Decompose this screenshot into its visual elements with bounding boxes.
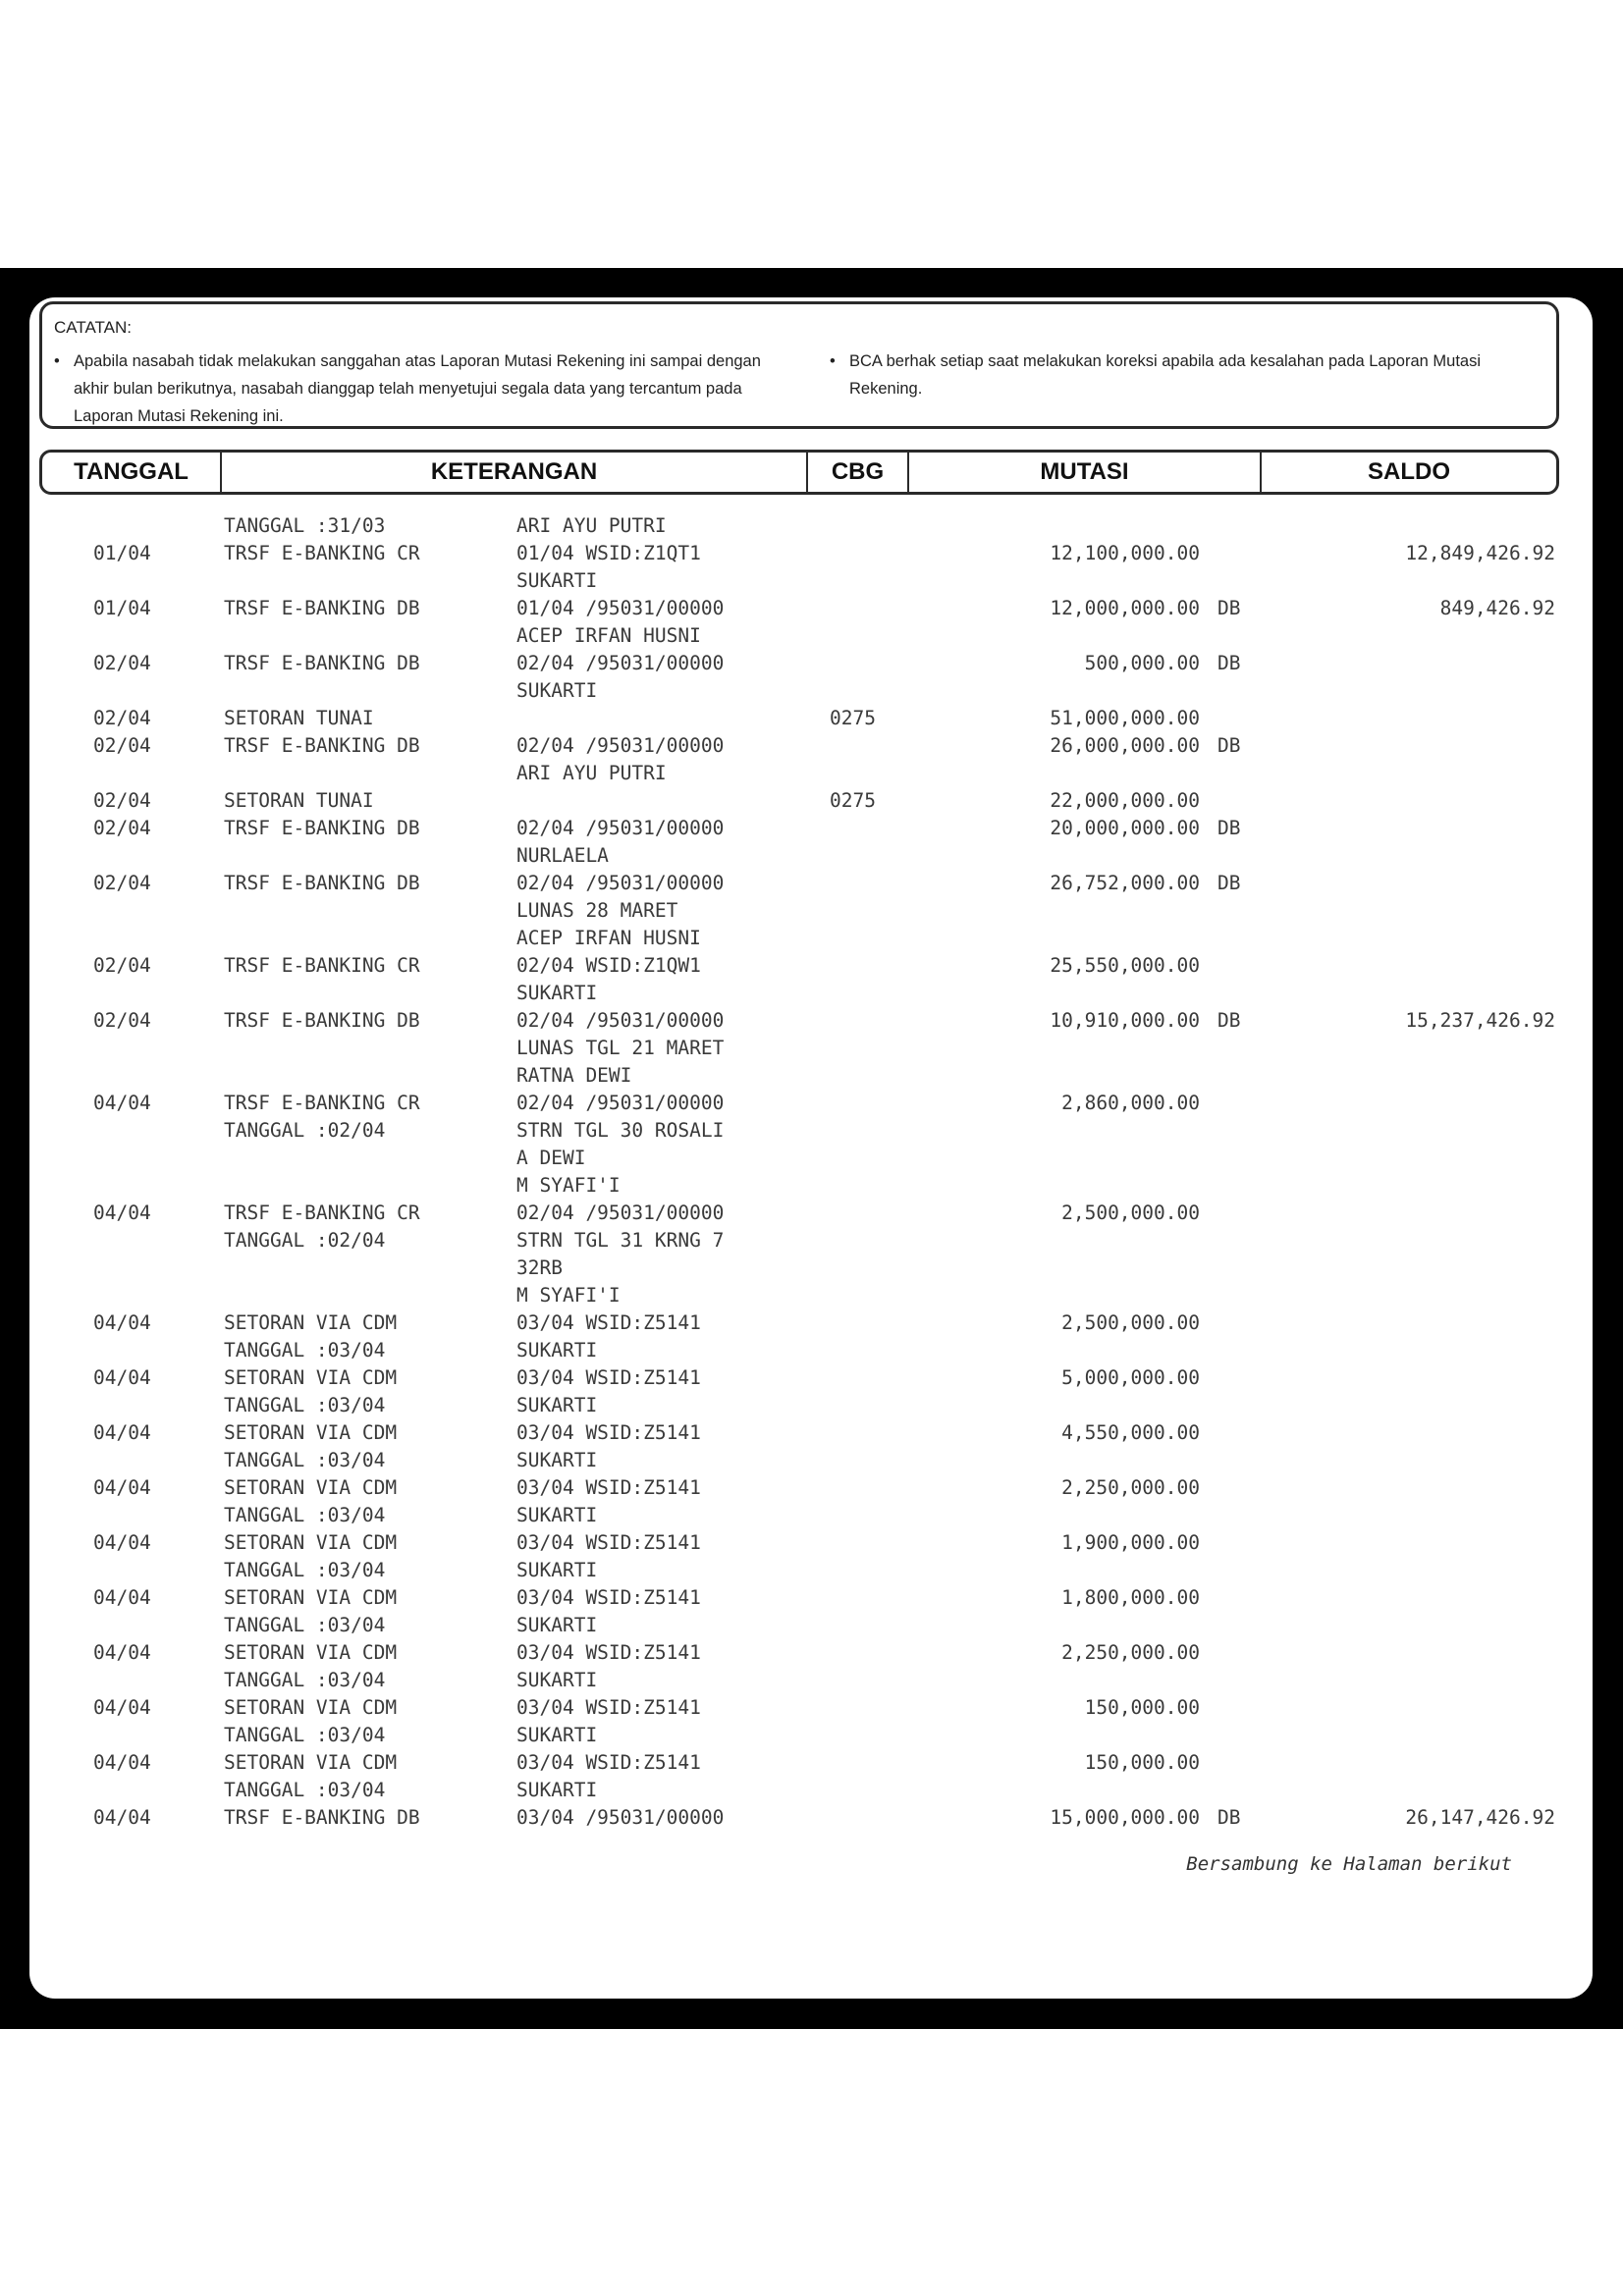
table-row xyxy=(29,1090,1593,1200)
description-line: TANGGAL :03/04 xyxy=(224,1724,386,1746)
row-date: 04/04 xyxy=(93,1476,151,1499)
description-line: TRSF E-BANKING CR xyxy=(224,954,420,977)
row-description-type xyxy=(224,1090,420,1145)
header-keterangan: KETERANGAN xyxy=(222,453,808,492)
description-line: SETORAN VIA CDM xyxy=(224,1751,398,1774)
row-date: 04/04 xyxy=(93,1641,151,1664)
description-line: SETORAN VIA CDM xyxy=(224,1531,398,1554)
row-description-type xyxy=(224,705,374,732)
description-line: SUKARTI xyxy=(516,1339,598,1362)
row-description-detail xyxy=(516,1364,701,1419)
description-line: SETORAN TUNAI xyxy=(224,707,374,729)
table-row xyxy=(29,1200,1593,1309)
row-date: 04/04 xyxy=(93,1586,151,1609)
row-date: 02/04 xyxy=(93,954,151,977)
row-date: 01/04 xyxy=(93,597,151,619)
description-line: SUKARTI xyxy=(516,1779,598,1801)
description-line: STRN TGL 31 KRNG 7 xyxy=(516,1229,725,1252)
description-line: SUKARTI xyxy=(516,1669,598,1691)
row-date: 02/04 xyxy=(93,789,151,812)
row-date: 02/04 xyxy=(93,1009,151,1032)
table-row xyxy=(29,1364,1593,1419)
row-amount: 22,000,000.00 xyxy=(1050,789,1200,812)
description-line: 03/04 WSID:Z5141 xyxy=(516,1421,701,1444)
row-balance: 12,849,426.92 xyxy=(1405,542,1555,564)
description-line: SUKARTI xyxy=(516,1724,598,1746)
description-line: SUKARTI xyxy=(516,1394,598,1416)
description-line: ACEP IRFAN HUSNI xyxy=(516,927,701,949)
row-amount: 20,000,000.00 xyxy=(1050,817,1200,839)
row-amount: 25,550,000.00 xyxy=(1050,954,1200,977)
row-description-detail xyxy=(516,1419,701,1474)
row-amount: 150,000.00 xyxy=(1084,1696,1200,1719)
row-date: 04/04 xyxy=(93,1421,151,1444)
description-line: TRSF E-BANKING DB xyxy=(224,597,420,619)
row-date: 04/04 xyxy=(93,1531,151,1554)
description-line: M SYAFI'I xyxy=(516,1284,621,1307)
description-line: NURLAELA xyxy=(516,844,609,867)
row-description-type xyxy=(224,1584,397,1639)
row-amount: 4,550,000.00 xyxy=(1061,1421,1200,1444)
row-amount: 51,000,000.00 xyxy=(1050,707,1200,729)
description-line: TANGGAL :03/04 xyxy=(224,1449,386,1471)
row-description-detail xyxy=(516,732,724,787)
transaction-list xyxy=(29,512,1593,1832)
table-row xyxy=(29,1529,1593,1584)
row-branch-code: 0275 xyxy=(830,707,876,729)
row-balance: 15,237,426.92 xyxy=(1405,1009,1555,1032)
row-description-type xyxy=(224,952,420,980)
description-line: 03/04 WSID:Z5141 xyxy=(516,1311,701,1334)
description-line: SUKARTI xyxy=(516,1614,598,1636)
row-description-type xyxy=(224,1804,420,1832)
row-amount: 2,860,000.00 xyxy=(1061,1092,1200,1114)
row-description-detail xyxy=(516,1090,724,1200)
table-row xyxy=(29,705,1593,732)
description-line: 03/04 WSID:Z5141 xyxy=(516,1751,701,1774)
row-date: 04/04 xyxy=(93,1092,151,1114)
row-description-type xyxy=(224,732,420,760)
row-amount: 2,250,000.00 xyxy=(1061,1641,1200,1664)
row-date: 04/04 xyxy=(93,1366,151,1389)
row-debit-flag: DB xyxy=(1217,652,1241,674)
row-date: 02/04 xyxy=(93,872,151,894)
table-row xyxy=(29,1749,1593,1804)
note-right xyxy=(828,347,1554,402)
row-date: 02/04 xyxy=(93,734,151,757)
row-amount: 15,000,000.00 xyxy=(1050,1806,1200,1829)
description-line: TRSF E-BANKING DB xyxy=(224,872,420,894)
table-row xyxy=(29,1639,1593,1694)
description-line: ARI AYU PUTRI xyxy=(516,762,667,784)
row-amount: 500,000.00 xyxy=(1084,652,1200,674)
row-description-detail xyxy=(516,952,701,1007)
row-date: 04/04 xyxy=(93,1806,151,1829)
row-amount: 2,500,000.00 xyxy=(1061,1201,1200,1224)
description-line: SETORAN VIA CDM xyxy=(224,1586,398,1609)
description-line: TANGGAL :03/04 xyxy=(224,1779,386,1801)
description-line: RATNA DEWI xyxy=(516,1064,632,1087)
row-description-detail xyxy=(516,1804,724,1832)
description-line: 02/04 /95031/00000 xyxy=(516,1009,725,1032)
row-description-type xyxy=(224,787,374,815)
description-line: SETORAN VIA CDM xyxy=(224,1641,398,1664)
row-amount: 1,900,000.00 xyxy=(1061,1531,1200,1554)
description-line: TRSF E-BANKING DB xyxy=(224,1009,420,1032)
description-line: TANGGAL :03/04 xyxy=(224,1614,386,1636)
description-line: SETORAN VIA CDM xyxy=(224,1311,398,1334)
row-description-detail xyxy=(516,1529,701,1584)
row-description-type xyxy=(224,512,385,540)
table-row xyxy=(29,870,1593,952)
row-description-type xyxy=(224,870,420,897)
description-line: ARI AYU PUTRI xyxy=(516,514,667,537)
bullet-icon: • xyxy=(830,352,836,370)
row-description-type xyxy=(224,650,420,677)
header-saldo: SALDO xyxy=(1368,458,1450,485)
row-debit-flag: DB xyxy=(1217,872,1241,894)
row-description-detail xyxy=(516,1474,701,1529)
row-description-detail xyxy=(516,650,724,705)
table-row xyxy=(29,512,1593,540)
row-description-type xyxy=(224,595,420,622)
row-date: 04/04 xyxy=(93,1311,151,1334)
table-row xyxy=(29,815,1593,870)
description-line: TRSF E-BANKING DB xyxy=(224,1806,420,1829)
row-amount: 10,910,000.00 xyxy=(1050,1009,1200,1032)
header-cbg: CBG xyxy=(808,453,909,492)
row-amount: 1,800,000.00 xyxy=(1061,1586,1200,1609)
description-line: SUKARTI xyxy=(516,569,598,592)
row-date: 04/04 xyxy=(93,1201,151,1224)
description-line: TANGGAL :31/03 xyxy=(224,514,386,537)
row-description-type xyxy=(224,1474,397,1529)
row-debit-flag: DB xyxy=(1217,1009,1241,1032)
row-description-type xyxy=(224,1364,397,1419)
row-description-type xyxy=(224,1419,397,1474)
row-description-detail xyxy=(516,870,724,952)
table-row xyxy=(29,952,1593,1007)
description-line: TRSF E-BANKING DB xyxy=(224,734,420,757)
row-amount: 12,000,000.00 xyxy=(1050,597,1200,619)
description-line: TRSF E-BANKING CR xyxy=(224,1092,420,1114)
notes-title: CATATAN: xyxy=(54,318,133,337)
description-line: A DEWI xyxy=(516,1147,586,1169)
description-line: 01/04 /95031/00000 xyxy=(516,597,725,619)
row-balance: 849,426.92 xyxy=(1439,597,1555,619)
description-line: 03/04 WSID:Z5141 xyxy=(516,1366,701,1389)
description-line: 03/04 WSID:Z5141 xyxy=(516,1696,701,1719)
row-date: 02/04 xyxy=(93,707,151,729)
table-row xyxy=(29,1419,1593,1474)
description-line: 02/04 /95031/00000 xyxy=(516,652,725,674)
notes-box xyxy=(39,301,1559,429)
row-description-detail xyxy=(516,1749,701,1804)
description-line: 03/04 /95031/00000 xyxy=(516,1806,725,1829)
row-date: 04/04 xyxy=(93,1751,151,1774)
row-description-type xyxy=(224,1694,397,1749)
description-line: 02/04 WSID:Z1QW1 xyxy=(516,954,701,977)
row-description-detail xyxy=(516,595,724,650)
note-left-text: Apabila nasabah tidak melakukan sanggahan atas Laporan Mutasi Rekening ini sampai dengan akhir bulan berikutnya, nasabah dianggap telah menyetujui segala data yang tercantum pada Laporan Mutasi Rekening ini. xyxy=(74,352,761,425)
table-row xyxy=(29,650,1593,705)
table-row xyxy=(29,1309,1593,1364)
row-debit-flag: DB xyxy=(1217,597,1241,619)
table-row xyxy=(29,787,1593,815)
description-line: TANGGAL :03/04 xyxy=(224,1504,386,1526)
table-row xyxy=(29,595,1593,650)
description-line: TRSF E-BANKING DB xyxy=(224,652,420,674)
description-line: SUKARTI xyxy=(516,1449,598,1471)
table-row xyxy=(29,732,1593,787)
header-mutasi: MUTASI xyxy=(909,453,1262,492)
description-line: 03/04 WSID:Z5141 xyxy=(516,1476,701,1499)
header-tanggal: TANGGAL xyxy=(42,453,222,492)
row-description-type xyxy=(224,1200,420,1255)
description-line: TRSF E-BANKING CR xyxy=(224,1201,420,1224)
row-debit-flag: DB xyxy=(1217,734,1241,757)
row-description-detail xyxy=(516,1200,724,1309)
row-date: 01/04 xyxy=(93,542,151,564)
description-line: TANGGAL :03/04 xyxy=(224,1394,386,1416)
description-line: M SYAFI'I xyxy=(516,1174,621,1197)
description-line: LUNAS TGL 21 MARET xyxy=(516,1037,725,1059)
description-line: 02/04 /95031/00000 xyxy=(516,872,725,894)
description-line: TANGGAL :03/04 xyxy=(224,1339,386,1362)
description-line: 03/04 WSID:Z5141 xyxy=(516,1641,701,1664)
description-line: SETORAN VIA CDM xyxy=(224,1421,398,1444)
table-row xyxy=(29,1474,1593,1529)
row-amount: 2,250,000.00 xyxy=(1061,1476,1200,1499)
description-line: SUKARTI xyxy=(516,679,598,702)
description-line: TRSF E-BANKING CR xyxy=(224,542,420,564)
row-description-type xyxy=(224,1529,397,1584)
description-line: TANGGAL :03/04 xyxy=(224,1669,386,1691)
row-debit-flag: DB xyxy=(1217,1806,1241,1829)
row-description-detail xyxy=(516,1694,701,1749)
description-line: LUNAS 28 MARET xyxy=(516,899,678,922)
row-amount: 5,000,000.00 xyxy=(1061,1366,1200,1389)
row-amount: 150,000.00 xyxy=(1084,1751,1200,1774)
table-row xyxy=(29,1007,1593,1090)
row-description-detail xyxy=(516,1584,701,1639)
description-line: 01/04 WSID:Z1QT1 xyxy=(516,542,701,564)
description-line: 03/04 WSID:Z5141 xyxy=(516,1586,701,1609)
description-line: SETORAN TUNAI xyxy=(224,789,374,812)
description-line: SETORAN VIA CDM xyxy=(224,1366,398,1389)
row-description-detail xyxy=(516,1007,724,1090)
bullet-icon: • xyxy=(54,352,60,370)
row-amount: 26,752,000.00 xyxy=(1050,872,1200,894)
description-line: 03/04 WSID:Z5141 xyxy=(516,1531,701,1554)
table-row xyxy=(29,1584,1593,1639)
description-line: 02/04 /95031/00000 xyxy=(516,1201,725,1224)
description-line: SUKARTI xyxy=(516,1559,598,1581)
description-line: 02/04 /95031/00000 xyxy=(516,1092,725,1114)
row-description-type xyxy=(224,1639,397,1694)
description-line: 02/04 /95031/00000 xyxy=(516,734,725,757)
description-line: SUKARTI xyxy=(516,1504,598,1526)
row-description-type xyxy=(224,815,420,842)
description-line: SETORAN VIA CDM xyxy=(224,1696,398,1719)
description-line: TRSF E-BANKING DB xyxy=(224,817,420,839)
row-amount: 26,000,000.00 xyxy=(1050,734,1200,757)
row-date: 02/04 xyxy=(93,817,151,839)
row-description-detail xyxy=(516,1309,701,1364)
row-description-type xyxy=(224,1749,397,1804)
row-description-detail xyxy=(516,540,701,595)
description-line: TANGGAL :03/04 xyxy=(224,1559,386,1581)
table-row xyxy=(29,1694,1593,1749)
description-line: TANGGAL :02/04 xyxy=(224,1119,386,1142)
note-left xyxy=(52,347,798,430)
continued-note: Bersambung ke Halaman berikut xyxy=(1186,1853,1512,1875)
row-date: 02/04 xyxy=(93,652,151,674)
description-line: SUKARTI xyxy=(516,982,598,1004)
description-line: TANGGAL :02/04 xyxy=(224,1229,386,1252)
description-line: STRN TGL 30 ROSALI xyxy=(516,1119,725,1142)
row-description-type xyxy=(224,1309,397,1364)
table-row xyxy=(29,1804,1593,1832)
row-amount: 2,500,000.00 xyxy=(1061,1311,1200,1334)
description-line: 32RB xyxy=(516,1256,563,1279)
row-description-detail xyxy=(516,815,724,870)
row-description-type xyxy=(224,1007,420,1035)
row-balance: 26,147,426.92 xyxy=(1405,1806,1555,1829)
row-description-detail xyxy=(516,1639,701,1694)
row-description-type xyxy=(224,540,420,567)
row-description-detail xyxy=(516,512,667,540)
note-right-text: BCA berhak setiap saat melakukan koreksi apabila ada kesalahan pada Laporan Mutasi Rekening. xyxy=(849,352,1481,398)
row-branch-code: 0275 xyxy=(830,789,876,812)
description-line: SETORAN VIA CDM xyxy=(224,1476,398,1499)
row-date: 04/04 xyxy=(93,1696,151,1719)
description-line: ACEP IRFAN HUSNI xyxy=(516,624,701,647)
row-debit-flag: DB xyxy=(1217,817,1241,839)
table-row xyxy=(29,540,1593,595)
statement-sheet xyxy=(29,297,1593,1999)
row-amount: 12,100,000.00 xyxy=(1050,542,1200,564)
table-header xyxy=(39,450,1559,495)
description-line: 02/04 /95031/00000 xyxy=(516,817,725,839)
